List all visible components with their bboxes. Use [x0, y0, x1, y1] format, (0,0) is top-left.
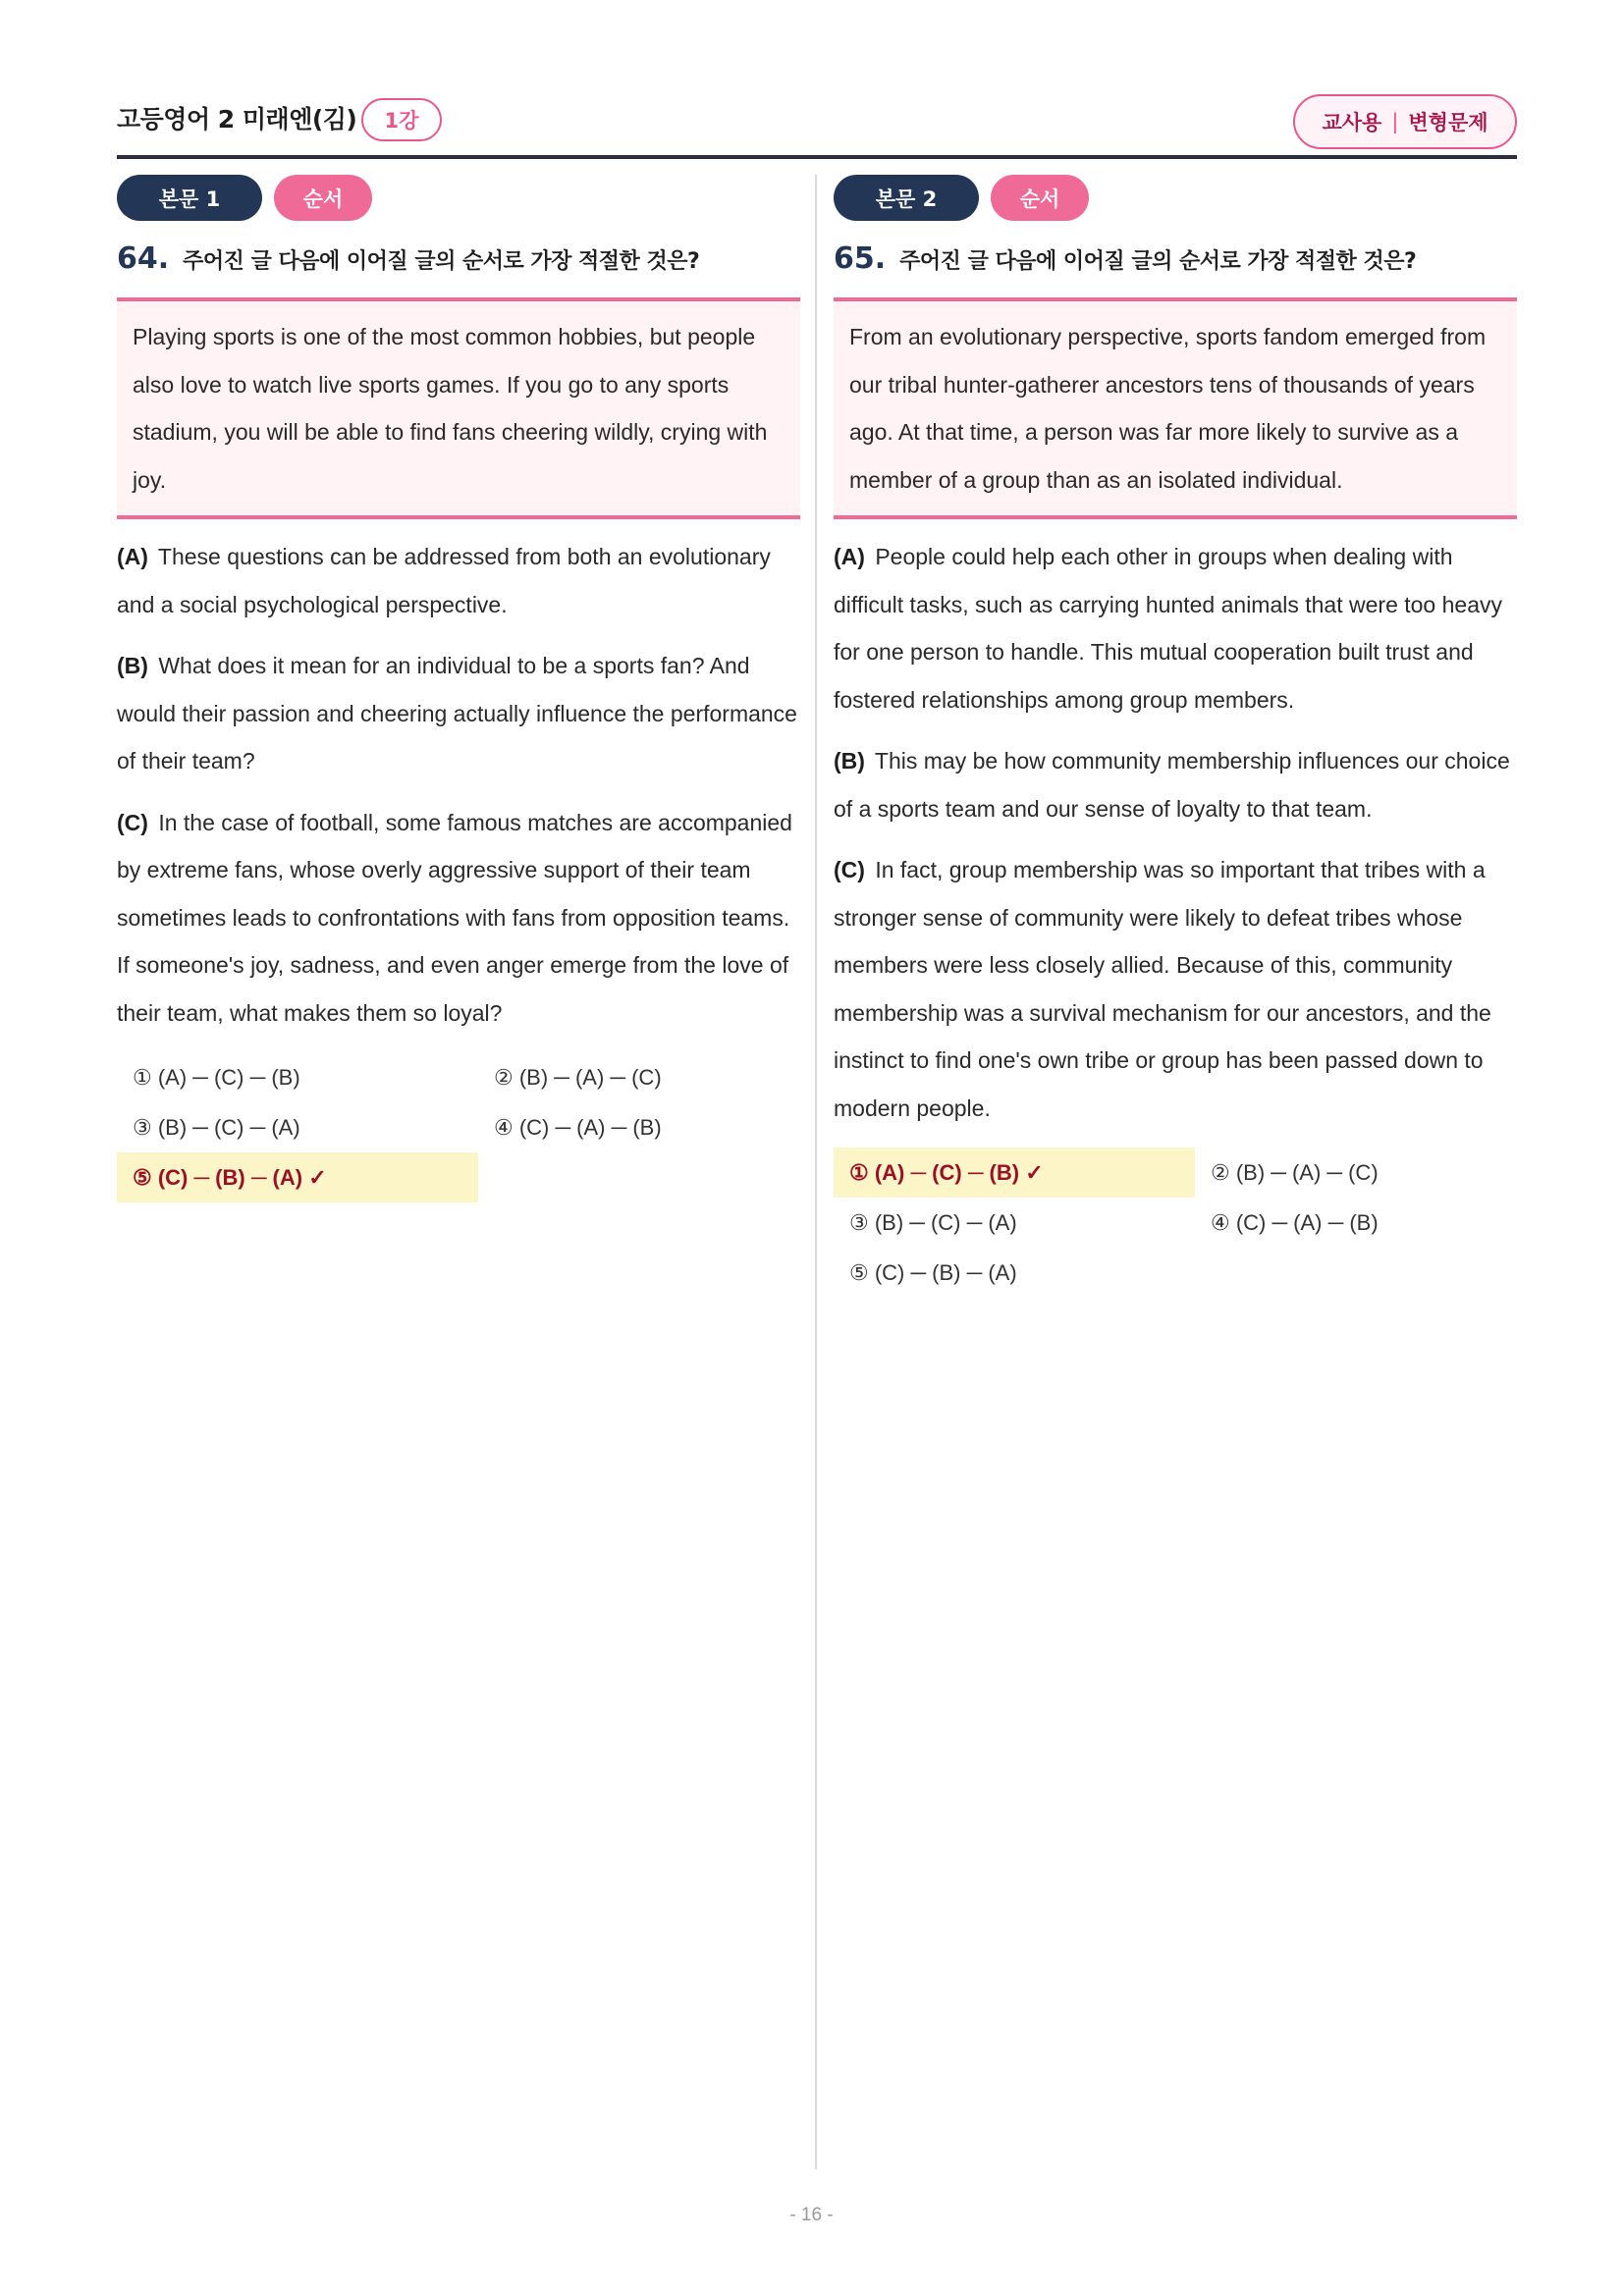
paragraph-a: [117, 533, 800, 628]
question-number: 64.: [117, 241, 170, 276]
choice-4[interactable]: ④ (C) ─ (A) ─ (B): [1211, 1209, 1379, 1235]
page-number: - 16 -: [789, 2205, 834, 2225]
given-passage: Playing sports is one of the most common hobbies, but people also love to watch live sports games. If you go to any sports stadium, you will be able to find fans cheering wildly, crying with joy.: [117, 297, 800, 519]
paragraph-label: (C): [117, 809, 148, 835]
section-tag: 본문 2: [834, 175, 979, 221]
given-passage: From an evolutionary perspective, sports fandom emerged from our tribal hunter-gatherer ancestors tens of thousands of years ago. At that time, a person was far more likely to survive as a member of a group than as an isolated individual.: [834, 297, 1517, 519]
lesson-badge: 1강: [361, 98, 442, 141]
answer-choices: [117, 1052, 800, 1202]
paragraph-label: (A): [834, 544, 865, 569]
choice-4[interactable]: ④ (C) ─ (A) ─ (B): [494, 1114, 662, 1140]
paragraph-label: (B): [117, 653, 148, 678]
question-tags: [834, 175, 1517, 221]
choice-3[interactable]: ③ (B) ─ (C) ─ (A): [133, 1114, 300, 1140]
paragraph-a: [834, 533, 1517, 723]
type-label: 변형문제: [1408, 111, 1488, 134]
section-tag: 본문 1: [117, 175, 262, 221]
edition-separator: |: [1391, 110, 1399, 133]
answer-choices: [834, 1148, 1517, 1298]
choice-2[interactable]: ② (B) ─ (A) ─ (C): [494, 1064, 662, 1090]
question-number: 65.: [834, 241, 887, 276]
paragraph-text: These questions can be addressed from both an evolutionary and a social psychological perspective.: [117, 544, 771, 617]
choice-5-correct[interactable]: ⑤ (C) ─ (B) ─ (A) ✓: [117, 1152, 478, 1202]
paragraph-text: In fact, group membership was so important that tribes with a stronger sense of community were likely to defeat tribes whose members were less closely allied. Because of this, community membership was a survival mechanism for our ancestors, and the instinct to find one's own tribe or group has been passed down to modern people.: [834, 857, 1491, 1121]
question-65: [834, 175, 1517, 1298]
paragraph-text: This may be how community membership influences our choice of a sports team and our sense of loyalty to that team.: [834, 748, 1510, 822]
choice-5[interactable]: ⑤ (C) ─ (B) ─ (A): [849, 1259, 1017, 1285]
paragraph-label: (B): [834, 748, 865, 774]
paragraph-c: [117, 799, 800, 1038]
type-tag: 순서: [991, 175, 1089, 221]
paragraph-text: People could help each other in groups when dealing with difficult tasks, such as carrying hunted animals that were too heavy for one person to handle. This mutual cooperation built trust and fostered relationships among group members.: [834, 544, 1502, 713]
paragraph-c: [834, 846, 1517, 1132]
edition-label: 교사용: [1322, 111, 1382, 134]
book-title: 고등영어 2 미래엔(김): [117, 105, 357, 133]
question-header: [834, 241, 1517, 285]
type-tag: 순서: [274, 175, 372, 221]
choice-1[interactable]: ① (A) ─ (C) ─ (B): [133, 1064, 300, 1090]
question-header: [117, 241, 800, 285]
question-tags: [117, 175, 800, 221]
paragraph-text: In the case of football, some famous matches are accompanied by extreme fans, whose overly aggressive support of their team sometimes leads to confrontations with fans from opposition teams. If someone's joy, sadness, and even anger emerge from the love of their team, what makes them so loyal?: [117, 809, 792, 1026]
question-prompt: 주어진 글 다음에 이어질 글의 순서로 가장 적절한 것은?: [899, 249, 1417, 274]
edition-badge: [1293, 94, 1517, 149]
choice-2[interactable]: ② (B) ─ (A) ─ (C): [1211, 1159, 1379, 1185]
choice-3[interactable]: ③ (B) ─ (C) ─ (A): [849, 1209, 1017, 1235]
question-64: [117, 175, 800, 1202]
paragraph-text: What does it mean for an individual to be a sports fan? And would their passion and cheering actually influence the performance of their team?: [117, 653, 797, 774]
page-header: [117, 94, 1517, 159]
paragraph-b: [834, 737, 1517, 832]
column-divider: [815, 175, 817, 2169]
question-prompt: 주어진 글 다음에 이어질 글의 순서로 가장 적절한 것은?: [183, 249, 700, 274]
paragraph-label: (A): [117, 544, 148, 569]
choice-1-correct[interactable]: ① (A) ─ (C) ─ (B) ✓: [834, 1148, 1195, 1198]
paragraph-b: [117, 642, 800, 785]
paragraph-label: (C): [834, 857, 865, 882]
